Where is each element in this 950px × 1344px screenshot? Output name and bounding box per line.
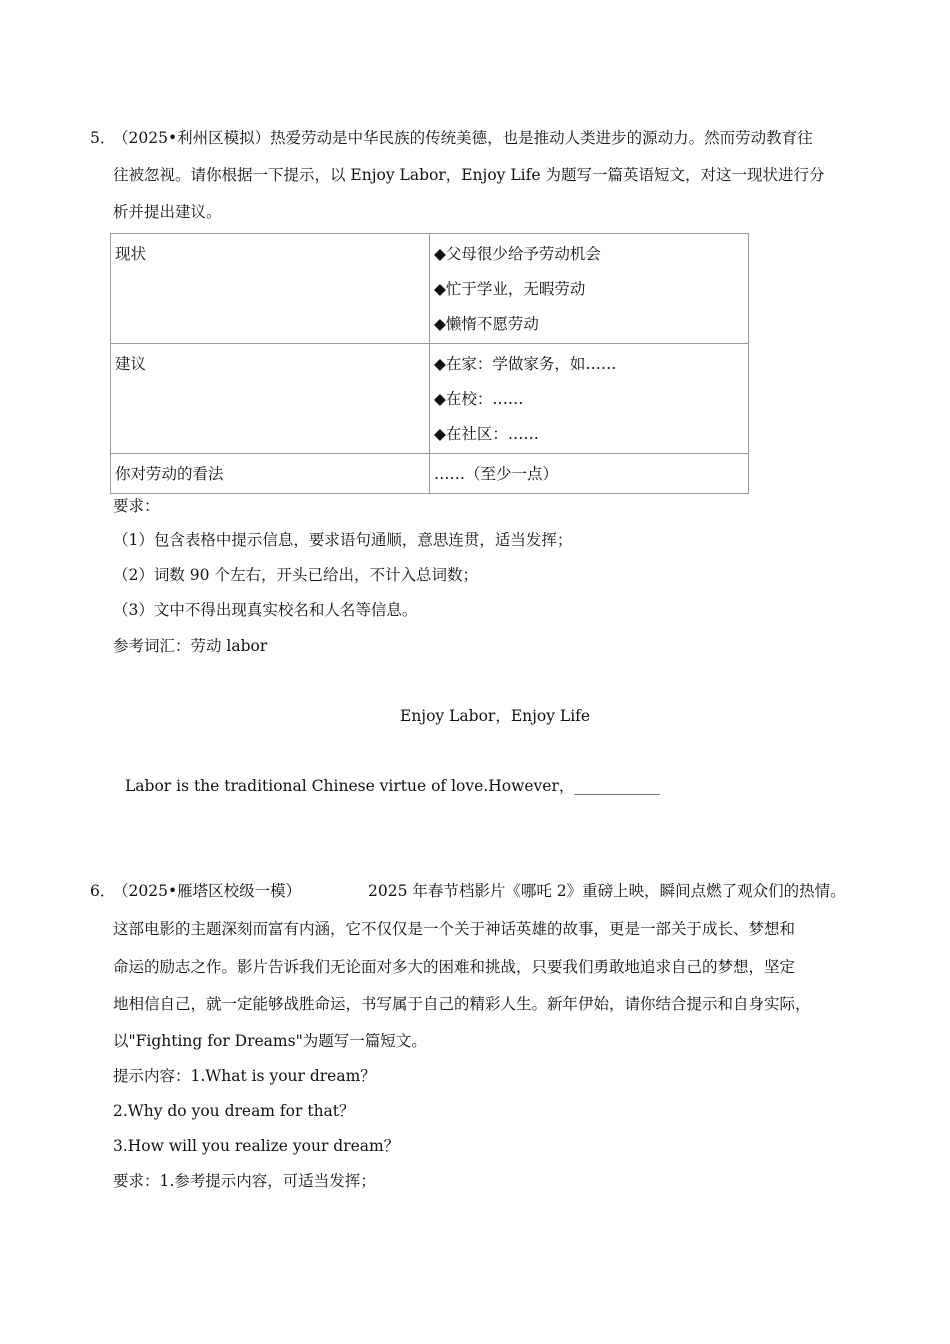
hint-2: 2.Why do you dream for that？: [113, 1102, 355, 1120]
table-cell-items: [430, 234, 749, 344]
question-6-line-2: 这部电影的主题深刻而富有内涵，它不仅仅是一个关于神话英雄的故事，更是一部关于成长、梦想和: [113, 920, 796, 938]
question-5-number: 5．: [90, 129, 116, 147]
essay-start: Labor is the traditional Chinese virtue of love.However，___________: [125, 777, 660, 795]
row-label-suggestion: 建议: [115, 355, 147, 373]
question-5-line-3: 析并提出建议。: [113, 203, 222, 221]
table-cell-label: [111, 454, 430, 494]
requirements-title: 要求：: [113, 497, 160, 515]
row-label-status: 现状: [115, 245, 147, 263]
question-6-line-5: 以"Fighting for Dreams"为题写一篇短文。: [113, 1032, 427, 1050]
list-item: ◆在社区：……: [434, 425, 539, 443]
list-item: ◆懒惰不愿劳动: [434, 315, 539, 333]
list-item: ◆在家：学做家务，如……: [434, 355, 617, 373]
row-label-opinion: 你对劳动的看法: [115, 465, 224, 483]
list-item: ◆父母很少给予劳动机会: [434, 245, 601, 263]
reference-vocab: 参考词汇：劳动 labor: [113, 637, 268, 655]
table-row: [111, 454, 749, 494]
question-6-number: 6．: [90, 882, 116, 900]
essay-title: Enjoy Labor，Enjoy Life: [400, 707, 591, 725]
requirement-3: （3）文中不得出现真实校名和人名等信息。: [113, 601, 418, 619]
question-6-head: （2025•雁塔区校级一模）: [113, 882, 302, 900]
table-row: [111, 234, 749, 344]
list-item: ◆忙于学业，无暇劳动: [434, 280, 586, 298]
hint-1: 提示内容：1.What is your dream？: [113, 1067, 376, 1085]
question-6-line-1: 2025 年春节档影片《哪吒 2》重磅上映，瞬间点燃了观众们的热情。: [368, 882, 846, 900]
table-cell-label: [111, 344, 430, 454]
table-cell-label: [111, 234, 430, 344]
list-item: ◆在校：……: [434, 390, 524, 408]
question-6-requirement-1: 要求：1.参考提示内容，可适当发挥；: [113, 1172, 376, 1190]
requirement-2: （2）词数 90 个左右，开头已给出，不计入总词数；: [113, 566, 478, 584]
table-row: [111, 344, 749, 454]
question-5-line-1: （2025•利州区模拟）热爱劳动是中华民族的传统美德，也是推动人类进步的源动力。然而劳动教育往: [113, 129, 813, 147]
question-6-line-4: 地相信自己，就一定能够战胜命运，书写属于自己的精彩人生。新年伊始，请你结合提示和自身实际，: [113, 995, 811, 1013]
requirement-1: （1）包含表格中提示信息，要求语句通顺，意思连贯，适当发挥；: [113, 531, 573, 549]
prompt-table: [110, 233, 749, 494]
question-6-line-3: 命运的励志之作。影片告诉我们无论面对多大的困难和挑战，只要我们勇敢地追求自己的梦想，坚定: [113, 958, 796, 976]
question-5-line-2: 往被忽视。请你根据一下提示，以 Enjoy Labor，Enjoy Life 为题写一篇英语短文，对这一现状进行分: [113, 166, 825, 184]
opinion-value: ……（至少一点）: [434, 465, 559, 483]
table-cell-items: [430, 454, 749, 494]
hint-3: 3.How will you realize your dream？: [113, 1137, 400, 1155]
table-cell-items: [430, 344, 749, 454]
